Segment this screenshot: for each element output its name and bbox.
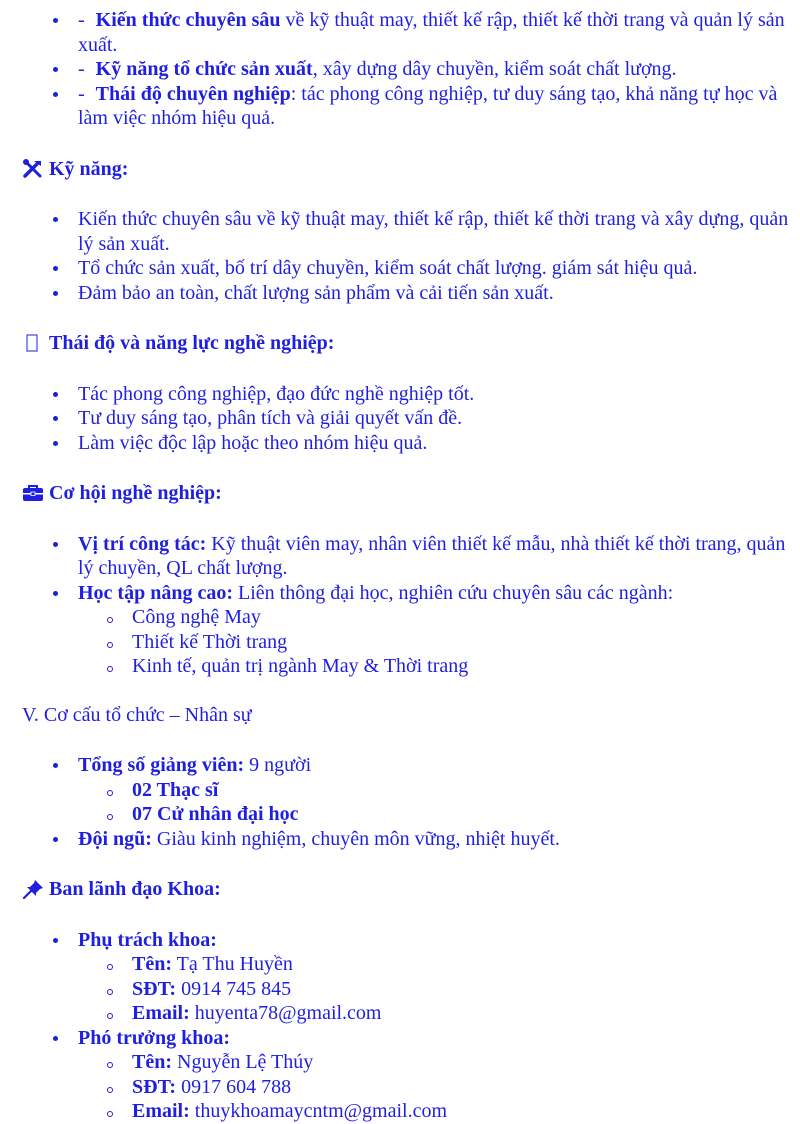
list-item	[78, 1026, 800, 1124]
study-sublist	[78, 605, 800, 679]
career-heading-text: Cơ hội nghề nghiệp:	[49, 482, 222, 504]
name-label: Tên:	[132, 1051, 172, 1073]
person-details	[78, 1050, 800, 1124]
list-item: Tổ chức sản xuất, bố trí dây chuyền, kiểm soát chất lượng. giám sát hiệu quả.	[78, 256, 800, 281]
sublist-item	[132, 802, 800, 827]
item-label: Học tập nâng cao:	[78, 581, 233, 604]
attitude-heading-text: Thái độ và năng lực nghề nghiệp:	[49, 332, 335, 354]
structure-heading: V. Cơ cấu tổ chức – Nhân sự	[22, 703, 252, 726]
email-label: Email:	[132, 1002, 190, 1024]
name-value: Tạ Thu Huyền	[172, 953, 293, 975]
list-item	[78, 928, 800, 1026]
list-item: Tác phong công nghiệp, đạo đức nghề nghiệp tốt.	[78, 382, 800, 407]
list-item: Tư duy sáng tạo, phân tích và giải quyết vấn đề.	[78, 406, 800, 431]
item-label: Kỹ năng tổ chức sản xuất	[95, 58, 313, 80]
item-text: Giàu kinh nghiệm, chuyên môn vững, nhiệt huyết.	[151, 827, 560, 850]
staff-sublist	[78, 778, 800, 827]
item-label: Đội ngũ:	[78, 827, 152, 850]
list-item: Làm việc độc lập hoặc theo nhóm hiệu quả.	[78, 431, 800, 456]
list-item	[78, 532, 800, 581]
list-item	[78, 57, 800, 82]
role-label: Phụ trách khoa:	[78, 928, 217, 951]
list-item	[78, 753, 800, 827]
structure-list	[0, 753, 800, 851]
skills-heading	[22, 157, 800, 182]
sublist-item	[132, 1001, 800, 1026]
item-text: Liên thông đại học, nghiên cứu chuyên sâu các ngành:	[233, 581, 674, 604]
sublist-item	[132, 1099, 800, 1124]
sublist-item	[132, 778, 800, 803]
skills-list	[0, 207, 800, 305]
missing-glyph-icon	[22, 333, 44, 353]
phone-label: SĐT:	[132, 977, 177, 1000]
career-heading	[22, 481, 800, 506]
attitude-heading	[22, 331, 800, 356]
sublist-item-text: 02 Thạc sĩ	[132, 778, 219, 801]
item-text: về kỹ thuật may, thiết kế rập, thiết kế thời trang và quản lý sản xuất.	[78, 9, 785, 56]
leadership-list	[0, 928, 800, 1124]
sublist-item: Công nghệ May	[132, 605, 800, 630]
item-text: : tác phong công nghiệp, tư duy sáng tạo, khả năng tự học và làm việc nhóm hiệu quả.	[78, 82, 778, 129]
item-text: , xây dựng dây chuyền, kiểm soát chất lượng.	[312, 58, 677, 80]
briefcase-icon	[22, 483, 44, 503]
sublist-item-text: 07 Cử nhân đại học	[132, 803, 299, 825]
list-item	[78, 581, 800, 679]
dash-marker: -	[78, 82, 85, 105]
intro-list	[0, 0, 800, 131]
person-details	[78, 952, 800, 1026]
email-value: huyenta78@gmail.com	[189, 1002, 382, 1024]
skills-heading-text: Kỹ năng:	[49, 157, 129, 180]
item-label: Tổng số giảng viên:	[78, 754, 245, 776]
phone-value: 0914 745 845	[176, 977, 292, 1000]
sublist-item: Thiết kế Thời trang	[132, 630, 800, 655]
email-value: thuykhoamaycntm@gmail.com	[189, 1100, 448, 1122]
item-text: Kỹ thuật viên may, nhân viên thiết kế mẫu, nhà thiết kế thời trang, quản lý chuyền, QL chất lượng.	[78, 532, 786, 579]
phone-value: 0917 604 788	[176, 1075, 292, 1098]
list-item: Đảm bảo an toàn, chất lượng sản phẩm và cải tiến sản xuất.	[78, 281, 800, 306]
item-label: Kiến thức chuyên sâu	[95, 9, 281, 31]
list-item	[78, 82, 800, 131]
dash-marker: -	[78, 9, 85, 31]
leadership-heading-text: Ban lãnh đạo Khoa:	[49, 878, 221, 900]
list-item	[78, 8, 800, 57]
item-text: 9 người	[244, 754, 312, 776]
dash-marker: -	[78, 58, 85, 80]
email-label: Email:	[132, 1100, 190, 1122]
leadership-heading	[22, 877, 800, 902]
item-label: Vị trí công tác:	[78, 532, 207, 555]
list-item: Kiến thức chuyên sâu về kỹ thuật may, thiết kế rập, thiết kế thời trang và xây dựng, quản lý sản xuất.	[78, 207, 800, 256]
sublist-item	[132, 952, 800, 977]
sublist-item	[132, 977, 800, 1002]
sublist-item	[132, 1075, 800, 1100]
phone-label: SĐT:	[132, 1075, 177, 1098]
pushpin-icon	[22, 879, 44, 899]
sublist-item	[132, 1050, 800, 1075]
name-value: Nguyễn Lệ Thúy	[172, 1051, 314, 1073]
sublist-item: Kinh tế, quản trị ngành May & Thời trang	[132, 654, 800, 679]
name-label: Tên:	[132, 953, 172, 975]
role-label: Phó trưởng khoa:	[78, 1026, 230, 1049]
item-label: Thái độ chuyên nghiệp	[95, 82, 291, 105]
list-item	[78, 827, 800, 852]
attitude-list	[0, 382, 800, 456]
career-list	[0, 532, 800, 679]
tools-icon	[22, 159, 44, 179]
